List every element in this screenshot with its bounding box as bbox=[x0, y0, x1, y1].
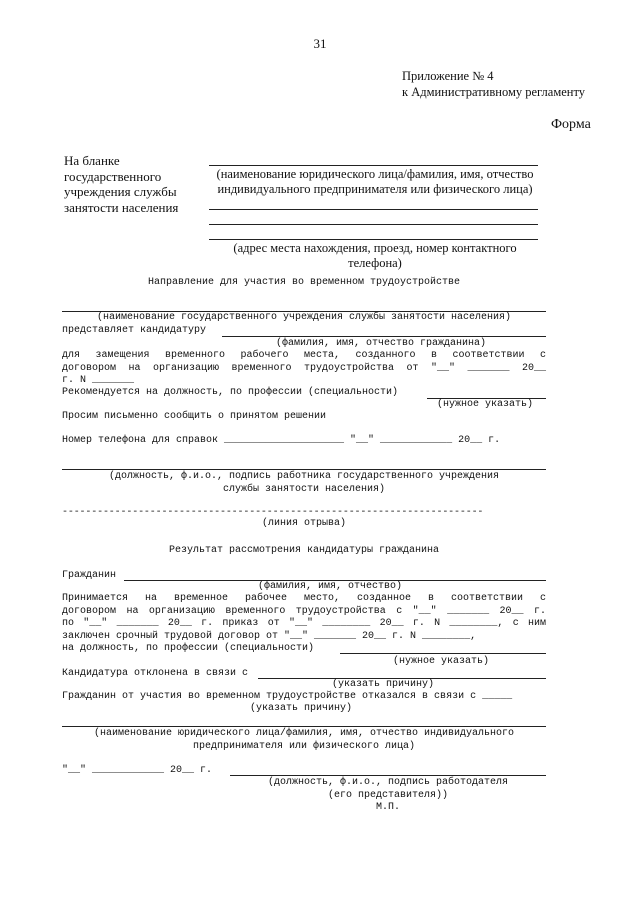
tear-line: ------------------------------------------------------------------------ bbox=[62, 507, 484, 518]
caption-line: (должность, ф.и.о., подпись работодателя bbox=[267, 777, 509, 788]
caption-line: (наименование юридического лица/фамилия, имя, отчество индивидуального bbox=[93, 728, 515, 739]
paragraph-line: заключен срочный трудовой договор от "__" _______ 20__ г. N ________, bbox=[62, 630, 477, 642]
presents-label: представляет кандидатуру bbox=[62, 325, 207, 336]
result-position-line[interactable] bbox=[340, 653, 546, 654]
rejected-label: Кандидатура отклонена в связи с bbox=[62, 668, 249, 679]
employer-signature-line[interactable] bbox=[230, 775, 546, 776]
refused-text: Гражданин от участия во временном трудоустройстве отказался в связи с _____ bbox=[62, 691, 513, 702]
tear-line-caption: (линия отрыва) bbox=[261, 518, 346, 529]
direction-paragraph bbox=[62, 350, 546, 388]
letterhead-line: государственного bbox=[64, 168, 162, 184]
request-text: Просим письменно сообщить о принятом решении bbox=[62, 411, 327, 422]
paragraph-line: Принимается на временное рабочее место, созданное в соответствии с bbox=[62, 593, 546, 604]
caption-line: службы занятости населения) bbox=[222, 483, 386, 495]
paragraph-line: по "__" _______ 20__ г. приказ от "__" ________ 20__ г. N ________, с ним bbox=[62, 618, 546, 630]
candidate-caption: (фамилия, имя, отчество гражданина) bbox=[276, 338, 487, 349]
staff-signature-caption bbox=[62, 471, 546, 496]
employer-line[interactable] bbox=[62, 726, 546, 727]
form-label: Форма bbox=[551, 117, 591, 132]
paragraph-line: для замещения временного рабочего места, созданного в соответствии с bbox=[62, 350, 546, 361]
caption-line: индивидуального предпринимателя или физического лица) bbox=[217, 182, 533, 196]
letterhead-note bbox=[64, 153, 178, 215]
employer-signature-caption bbox=[230, 777, 546, 802]
letterhead-line: учреждения службы bbox=[64, 184, 177, 199]
caption-line: (его представителя)) bbox=[327, 789, 449, 801]
candidate-line[interactable] bbox=[222, 336, 546, 337]
appendix-header bbox=[402, 68, 585, 100]
staff-signature-line[interactable] bbox=[62, 469, 546, 470]
reject-reason-caption: (указать причину) bbox=[332, 679, 435, 690]
citizen-label: Гражданин bbox=[62, 570, 117, 581]
seal-placeholder: М.П. bbox=[375, 802, 400, 813]
recommended-label: Рекомендуется на должность, по профессии (специальности) bbox=[62, 387, 399, 398]
recipient-line-3[interactable] bbox=[209, 224, 538, 225]
caption-line: телефона) bbox=[348, 256, 402, 270]
caption-line: (наименование юридического лица/фамилия, имя, отчество bbox=[216, 167, 534, 181]
employer-caption bbox=[62, 728, 546, 753]
recipient-caption bbox=[205, 167, 545, 197]
address-line[interactable] bbox=[209, 239, 538, 240]
address-caption bbox=[205, 241, 545, 271]
citizen-caption: (фамилия, имя, отчество) bbox=[258, 581, 403, 592]
agency-caption: (наименование государственного учреждения службы занятости населения) bbox=[96, 312, 512, 323]
paragraph-line: договором на организацию временного трудоустройства с "__" _______ 20__ г. bbox=[62, 605, 546, 617]
phone-line: Номер телефона для справок ____________________ "__" ____________ 20__ г. bbox=[62, 435, 501, 446]
refused-reason-caption: (указать причину) bbox=[250, 703, 353, 714]
letterhead-line: На бланке bbox=[64, 153, 120, 168]
appendix-line-2: к Административному регламенту bbox=[402, 85, 586, 99]
caption-line: предпринимателя или физического лица) bbox=[192, 740, 416, 752]
paragraph-line: г. N _______ bbox=[62, 375, 135, 387]
recipient-line[interactable] bbox=[209, 165, 538, 166]
result-title: Результат рассмотрения кандидатуры гражданина bbox=[168, 545, 440, 556]
result-paragraph bbox=[62, 593, 546, 656]
caption-line: (должность, ф.и.о., подпись работника государственного учреждения bbox=[108, 471, 500, 482]
result-specify-caption: (нужное указать) bbox=[393, 656, 490, 667]
caption-line: (адрес места нахождения, проезд, номер контактного bbox=[233, 241, 517, 255]
appendix-line-1: Приложение № 4 bbox=[402, 69, 494, 83]
employer-date: "__" ____________ 20__ г. bbox=[62, 765, 213, 776]
paragraph-line: договором на организацию временного трудоустройства от "__" _______ 20__ bbox=[62, 362, 546, 374]
paragraph-line: на должность, по профессии (специальности) bbox=[62, 643, 315, 655]
direction-title: Направление для участия во временном трудоустройстве bbox=[147, 277, 461, 288]
letterhead-line: занятости населения bbox=[64, 199, 179, 215]
recipient-line-2[interactable] bbox=[209, 209, 538, 210]
specify-caption: (нужное указать) bbox=[437, 399, 534, 410]
page-number: 31 bbox=[313, 36, 327, 51]
